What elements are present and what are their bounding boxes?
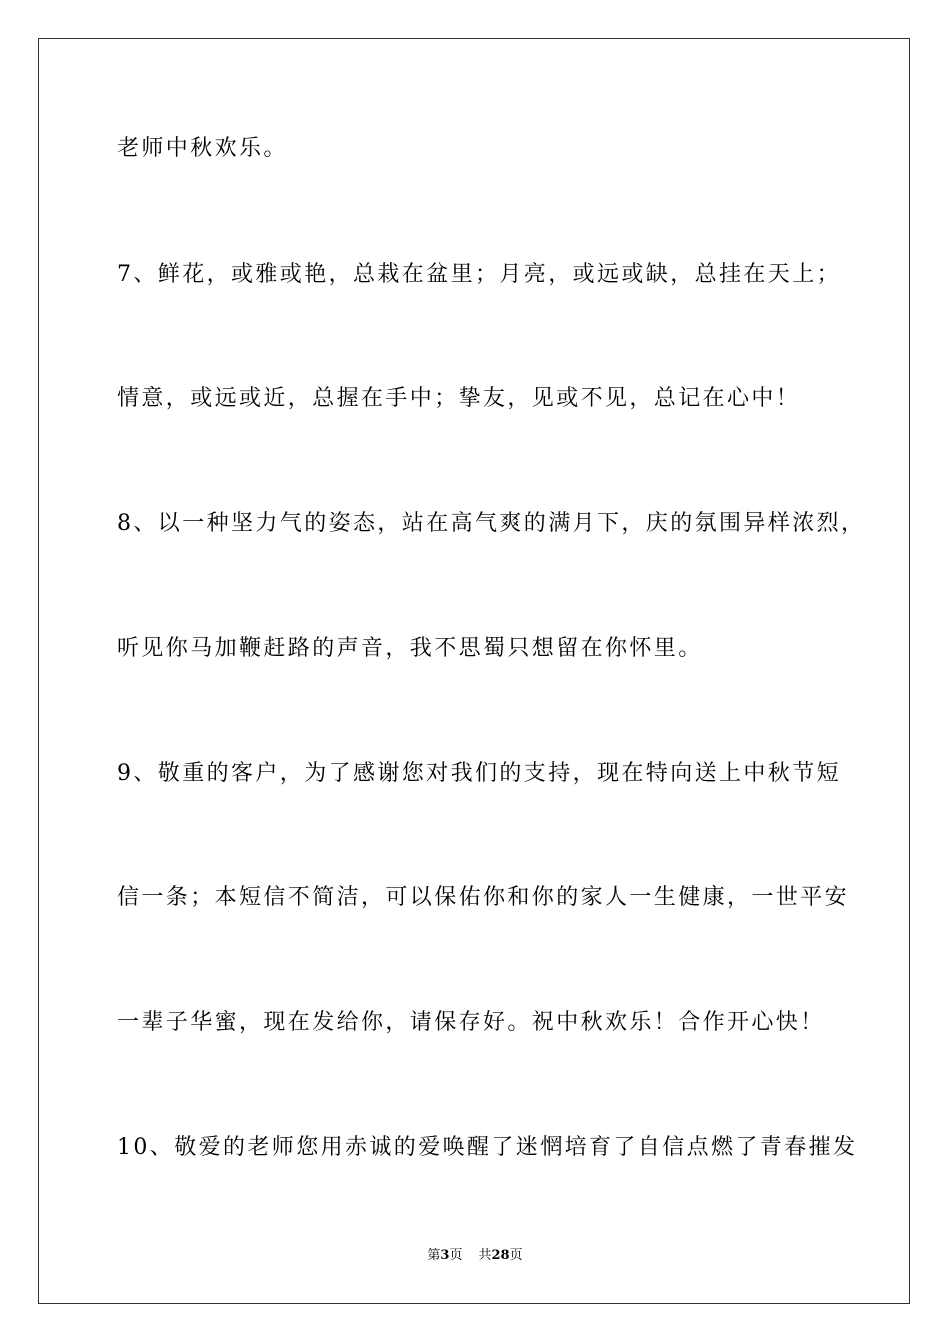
page-footer [0, 1246, 950, 1266]
total-prefix: 共 [478, 1248, 492, 1263]
page-number: 3 [440, 1248, 450, 1263]
text-line: 9、敬重的客户，为了感谢您对我们的支持，现在特向送上中秋节短 [117, 761, 841, 786]
total-suffix: 页 [509, 1248, 523, 1263]
text-line: 10、敬爱的老师您用赤诚的爱唤醒了迷惘培育了自信点燃了青春摧发 [117, 1135, 858, 1160]
text-line: 老师中秋欢乐。 [117, 136, 288, 161]
text-line: 8、以一种坚力气的姿态，站在高气爽的满月下，庆的氛围异样浓烈， [117, 511, 866, 536]
page-border [38, 38, 910, 1304]
page-suffix: 页 [449, 1248, 463, 1263]
text-line: 听见你马加鞭赶路的声音，我不思蜀只想留在你怀里。 [117, 636, 703, 661]
text-line: 一辈子华蜜，现在发给你，请保存好。祝中秋欢乐！合作开心快！ [117, 1010, 825, 1035]
text-line: 7、鲜花，或雅或艳，总栽在盆里；月亮，或远或缺，总挂在天上； [117, 262, 841, 287]
text-line: 情意，或远或近，总握在手中；挚友，见或不见，总记在心中！ [117, 386, 801, 411]
total-pages: 28 [491, 1248, 510, 1263]
page-prefix: 第 [427, 1248, 441, 1263]
text-line: 信一条；本短信不简洁，可以保佑你和你的家人一生健康，一世平安 [117, 885, 850, 910]
